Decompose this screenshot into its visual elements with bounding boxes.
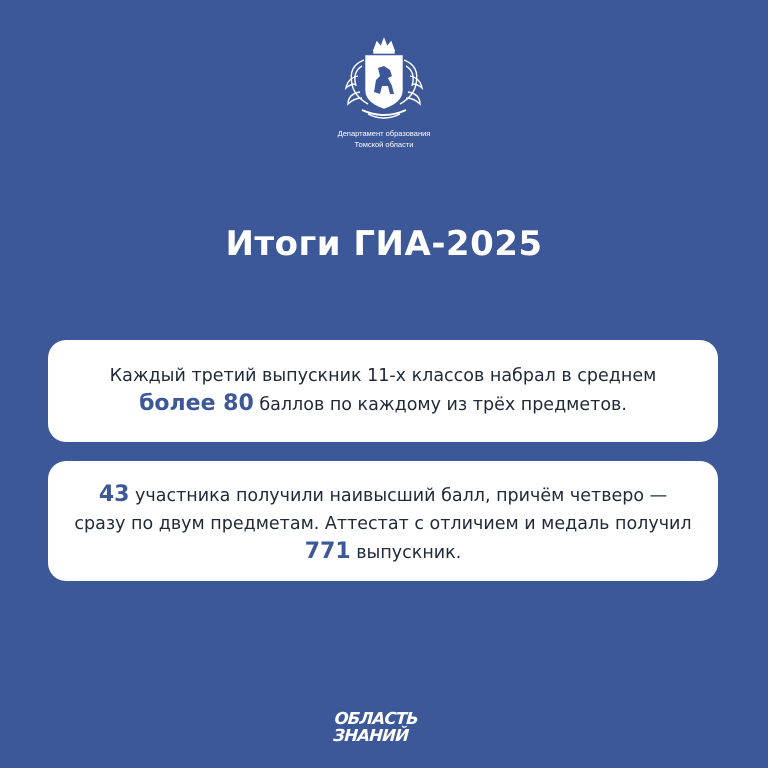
department-line-1: Департамент образования — [337, 129, 431, 138]
card1-line2 — [48, 390, 718, 419]
card2-highlight-count: 43 — [98, 482, 130, 507]
coat-of-arms-emblem — [334, 36, 434, 122]
card2-line3-text: выпускник. — [356, 543, 462, 563]
card2-line1-text: участника получили наивысший балл, причём четверо — — [135, 486, 668, 506]
oblast-znaniy-logo — [333, 710, 445, 744]
page-title: Итоги ГИА-2025 — [225, 224, 543, 264]
card2-line3 — [48, 538, 718, 567]
card2-highlight-medals: 771 — [304, 539, 351, 564]
info-card-top-graduates — [48, 340, 718, 442]
card2-line2: сразу по двум предметам. Аттестат с отличием и медаль получил — [74, 514, 692, 534]
logo-line-2: ЗНАНИЙ — [332, 726, 410, 745]
info-card-max-scores — [48, 461, 718, 581]
department-line-2: Томской области — [354, 140, 414, 149]
card1-highlight: более 80 — [139, 391, 254, 416]
card1-line1: Каждый третий выпускник 11-х классов набрал в среднем — [109, 366, 657, 386]
card1-line2-text: баллов по каждому из трёх предметов. — [259, 395, 627, 415]
department-name — [284, 128, 484, 150]
card2-line1 — [48, 481, 718, 510]
logo-line-1: ОБЛАСТЬ — [333, 709, 419, 728]
